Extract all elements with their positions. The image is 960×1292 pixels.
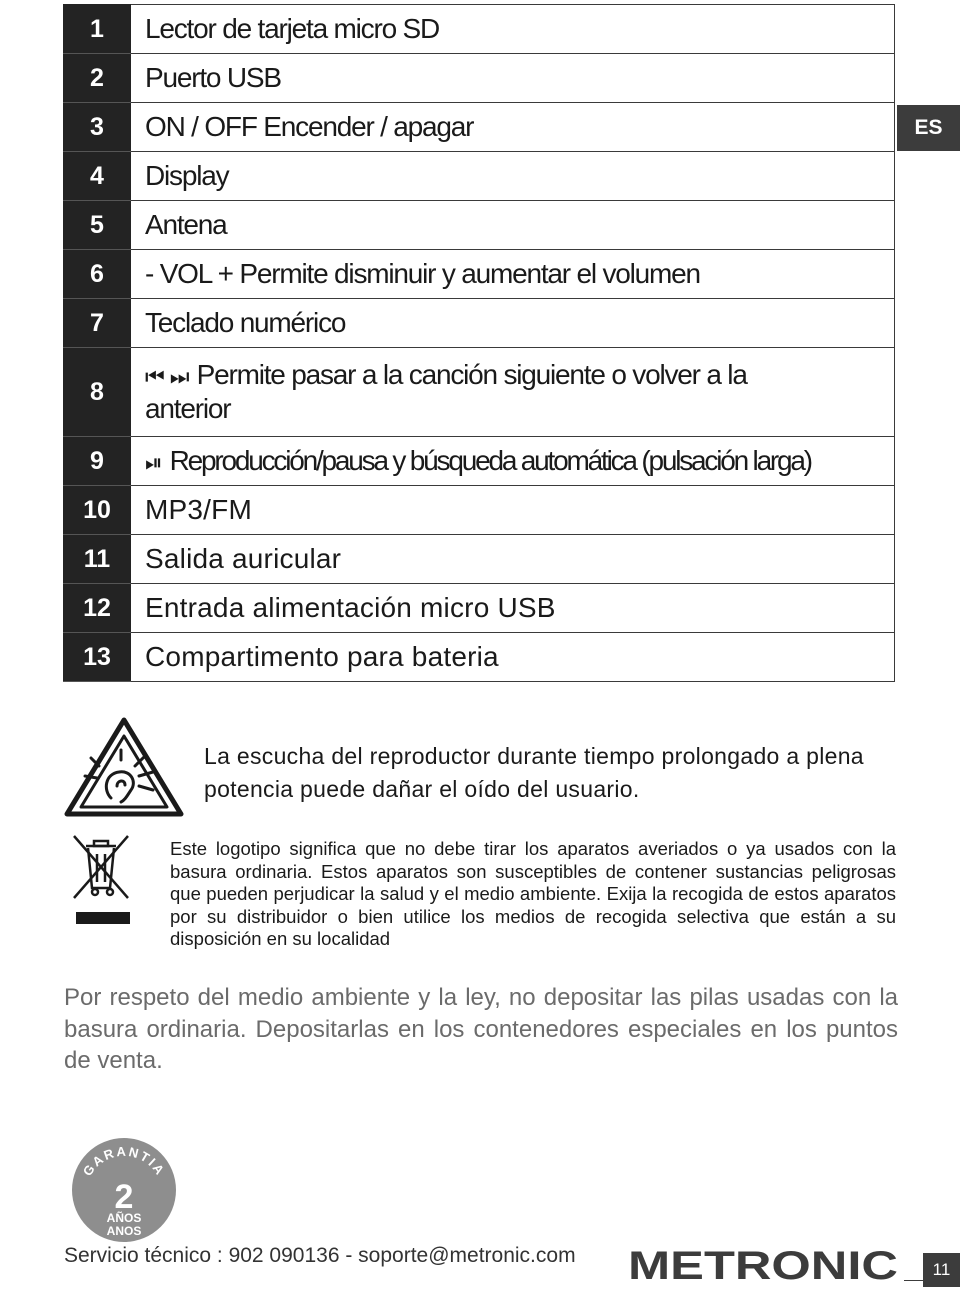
hearing-warning-text: La escucha del reproductor durante tiempo prolongado a plena potencia puede dañar el oído del usuario. (204, 743, 864, 802)
parts-table (63, 4, 895, 682)
play-pause-icon: ⏯ (145, 451, 162, 476)
table-row (64, 348, 895, 437)
part-number: 2 (64, 54, 131, 103)
part-description: Teclado numérico (131, 299, 895, 348)
part-number: 5 (64, 201, 131, 250)
table-row (64, 201, 895, 250)
part-description: Puerto USB (131, 54, 895, 103)
table-row (64, 250, 895, 299)
part-number: 3 (64, 103, 131, 152)
table-row (64, 54, 895, 103)
table-row (64, 5, 895, 54)
battery-notice-text: Por respeto del medio ambiente y la ley, no depositar las pilas usadas con la basura ordinaria. Depositarlas en los contenedores especiales en los puntos de venta. (64, 984, 898, 1074)
part-description: - VOL + Permite disminuir y aumentar el volumen (131, 250, 895, 299)
part-number: 9 (64, 437, 131, 486)
part-description: MP3/FM (131, 486, 895, 535)
part-number: 1 (64, 5, 131, 54)
part-description (131, 348, 895, 437)
part-number: 7 (64, 299, 131, 348)
part-number: 10 (64, 486, 131, 535)
table-row (64, 486, 895, 535)
skip-prev-next-icon: ⏮ ⏭ (145, 365, 189, 390)
weee-notice-text: Este logotipo significa que no debe tirar los aparatos averiados o ya usados con la basura ordinaria. Estos aparatos son susceptibles de contener sustancias peligrosas que pueden perjudicar la salud y el medio ambiente. Exija la recogida de estos aparatos por su distribuidor o bien utilice los medios de recogida selectiva que están a su disposición en su localidad (170, 838, 896, 949)
part-number: 13 (64, 633, 131, 682)
part-description-line2: anterior (145, 393, 231, 424)
brand-logo (628, 1248, 900, 1282)
part-number: 6 (64, 250, 131, 299)
part-description: Compartimento para bateria (131, 633, 895, 682)
part-description: ON / OFF Encender / apagar (131, 103, 895, 152)
part-description: Salida auricular (131, 535, 895, 584)
warranty-arc-text: GARANTIA (79, 1143, 169, 1179)
part-description-text: Permite pasar a la canción siguiente o volver a la (196, 359, 747, 390)
warranty-years-label-2: ANOS (106, 1224, 142, 1238)
part-number: 4 (64, 152, 131, 201)
table-row (64, 535, 895, 584)
warranty-seal (70, 1136, 178, 1244)
table-row (64, 437, 895, 486)
part-number: 12 (64, 584, 131, 633)
part-description: Lector de tarjeta micro SD (131, 5, 895, 54)
part-number: 8 (64, 348, 131, 437)
part-number: 11 (64, 535, 131, 584)
part-description: Antena (131, 201, 895, 250)
table-row (64, 584, 895, 633)
part-description: Entrada alimentación micro USB (131, 584, 895, 633)
part-description: Display (131, 152, 895, 201)
part-description-text: Reproducción/pausa y búsqueda automática (pulsación larga) (169, 445, 811, 476)
language-tab: ES (897, 105, 960, 151)
crossed-bin-icon (66, 830, 136, 930)
brand-logo-text: METRONIC (628, 1248, 898, 1282)
warranty-years-label: AÑOS (106, 1211, 142, 1225)
warranty-years: 2 (114, 1178, 134, 1216)
page-number: 11 (923, 1253, 960, 1287)
part-description (131, 437, 895, 486)
footer-divider (904, 1280, 924, 1281)
table-row (64, 103, 895, 152)
hearing-warning-icon (63, 716, 185, 818)
service-contact: Servicio técnico : 902 090136 - soporte@metronic.com (64, 1244, 576, 1267)
table-row (64, 633, 895, 682)
table-row (64, 299, 895, 348)
table-row (64, 152, 895, 201)
